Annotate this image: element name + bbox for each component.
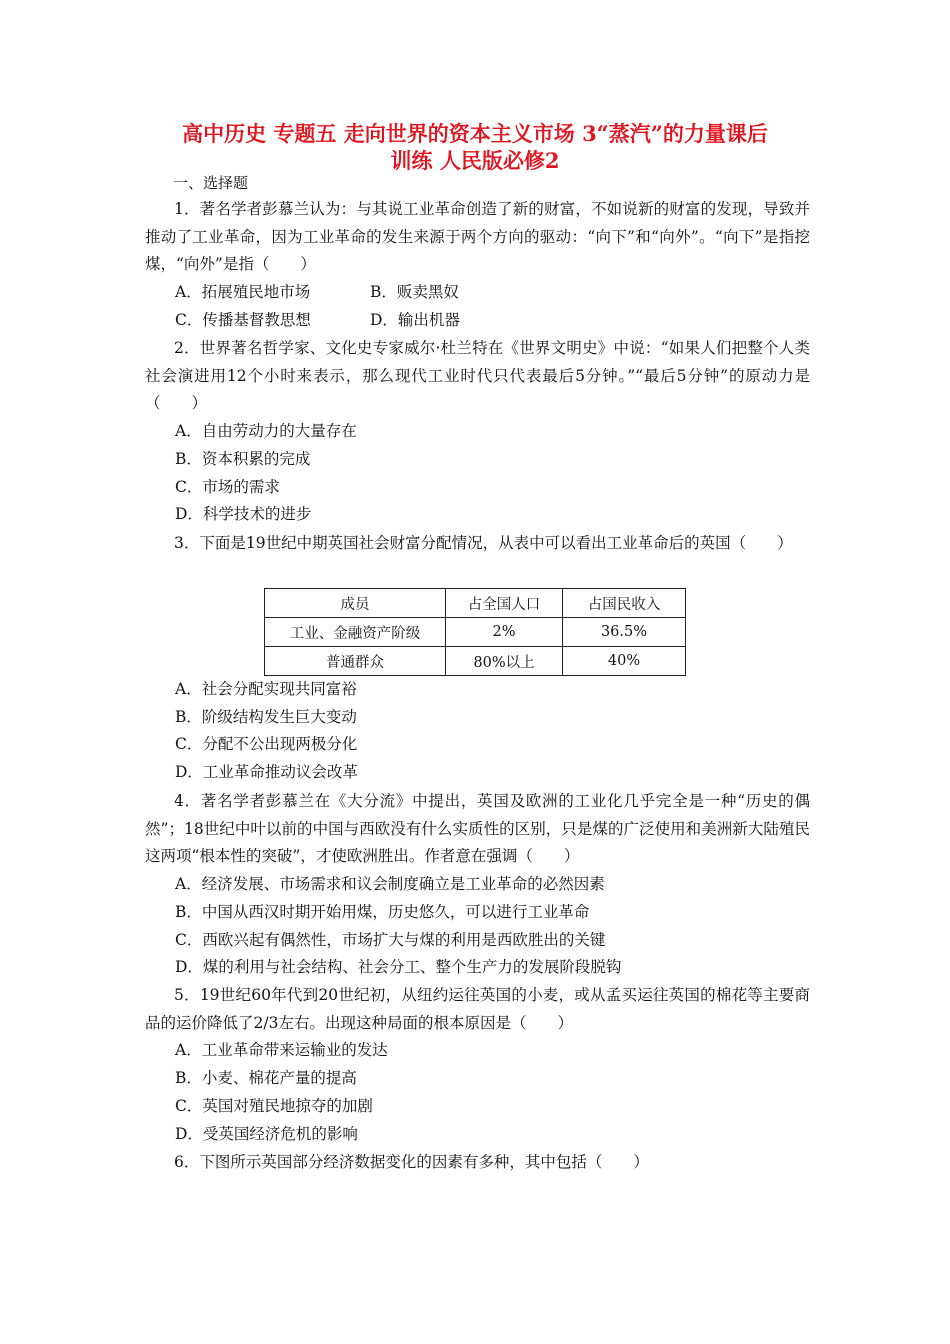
question-5: [145, 982, 810, 1148]
option-a: A．工业革命带来运输业的发达: [175, 1041, 388, 1060]
question-1-options-ab: [145, 279, 810, 307]
option-a: A．自由劳动力的大量存在: [175, 422, 357, 441]
option-d: D．受英国经济危机的影响: [175, 1124, 358, 1143]
option-a: A．拓展殖民地市场: [175, 283, 311, 302]
question-1-options-cd: [145, 307, 810, 335]
question-2: [145, 335, 810, 529]
table-header-cell: 成员: [265, 589, 446, 618]
option-c: C．西欧兴起有偶然性，市场扩大与煤的利用是西欧胜出的关键: [175, 930, 606, 949]
option-b: B．贩卖黑奴: [370, 283, 459, 302]
title-line-1: 高中历史 专题五 走向世界的资本主义市场 3“蒸汽”的力量课后: [182, 121, 768, 146]
option-c: C．英国对殖民地掠夺的加剧: [175, 1096, 373, 1115]
document-title: [100, 120, 850, 174]
question-3-options: [145, 676, 810, 787]
option-c: C．分配不公出现两极分化: [175, 735, 358, 754]
table-header-cell: 占全国人口: [446, 589, 563, 618]
table-cell: 40%: [563, 647, 686, 676]
option-d: D．煤的利用与社会结构、社会分工、整个生产力的发展阶段脱钩: [175, 958, 622, 977]
table-cell: 工业、金融资产阶级: [265, 618, 446, 647]
table-header-row: [265, 589, 686, 618]
option-d: D．输出机器: [370, 310, 460, 329]
table-header-cell: 占国民收入: [563, 589, 686, 618]
table-row: [265, 647, 686, 676]
option-b: B．资本积累的完成: [175, 449, 311, 468]
title-line-2: 训练 人民版必修2: [390, 148, 560, 173]
question-4-stem: 4．著名学者彭慕兰在《大分流》中提出，英国及欧洲的工业化几乎完全是一种“历史的偶然”；18世纪中叶以前的中国与西欧没有什么实质性的区别，只是煤的广泛使用和美洲新大陆殖民这两项“根本性的突破”，才使欧洲胜出。作者意在强调（ ）: [145, 792, 810, 866]
option-a: A．社会分配实现共同富裕: [175, 680, 357, 698]
option-c: C．传播基督教思想: [175, 310, 311, 329]
question-5-stem: 5．19世纪60年代到20世纪初，从纽约运往英国的小麦，或从孟买运往英国的棉花等主要商品的运价降低了2/3左右。出现这种局面的根本原因是（ ）: [145, 986, 810, 1032]
option-d: D．工业革命推动议会改革: [175, 763, 358, 782]
option-d: D．科学技术的进步: [175, 505, 312, 524]
question-6-stem: 6．下图所示英国部分经济数据变化的因素有多种，其中包括（ ）: [174, 1153, 649, 1171]
section-heading: 一、选择题: [173, 174, 249, 192]
table-cell: 2%: [446, 618, 563, 647]
question-4: [145, 788, 810, 982]
question-6: [145, 1149, 810, 1177]
table-row: [265, 618, 686, 647]
table-cell: 普通群众: [265, 647, 446, 676]
question-2-stem: 2．世界著名哲学家、文化史专家威尔·杜兰特在《世界文明史》中说：“如果人们把整个人类社会演进用12个小时来表示，那么现代工业时代只代表最后5分钟。”“最后5分钟”的原动力是（ ）: [145, 339, 810, 413]
question-1: [145, 196, 810, 335]
table-cell: 36.5%: [563, 618, 686, 647]
option-a: A．经济发展、市场需求和议会制度确立是工业革命的必然因素: [175, 875, 605, 894]
question-1-stem: 1．著名学者彭慕兰认为：与其说工业革命创造了新的财富，不如说新的财富的发现，导致并推动了工业革命，因为工业革命的发生来源于两个方向的驱动：“向下”和“向外”。“向下”是指挖煤，“向外”是指（ ）: [145, 200, 810, 274]
question-3-stem: 3．下面是19世纪中期英国社会财富分配情况，从表中可以看出工业革命后的英国（ ）: [174, 534, 793, 552]
option-b: B．阶级结构发生巨大变动: [175, 707, 357, 726]
option-c: C．市场的需求: [175, 477, 280, 496]
option-b: B．小麦、棉花产量的提高: [175, 1069, 357, 1088]
table-cell: 80%以上: [446, 647, 563, 676]
wealth-distribution-table: [264, 588, 686, 676]
question-3: [145, 530, 810, 558]
option-b: B．中国从西汉时期开始用煤，历史悠久，可以进行工业革命: [175, 902, 590, 921]
